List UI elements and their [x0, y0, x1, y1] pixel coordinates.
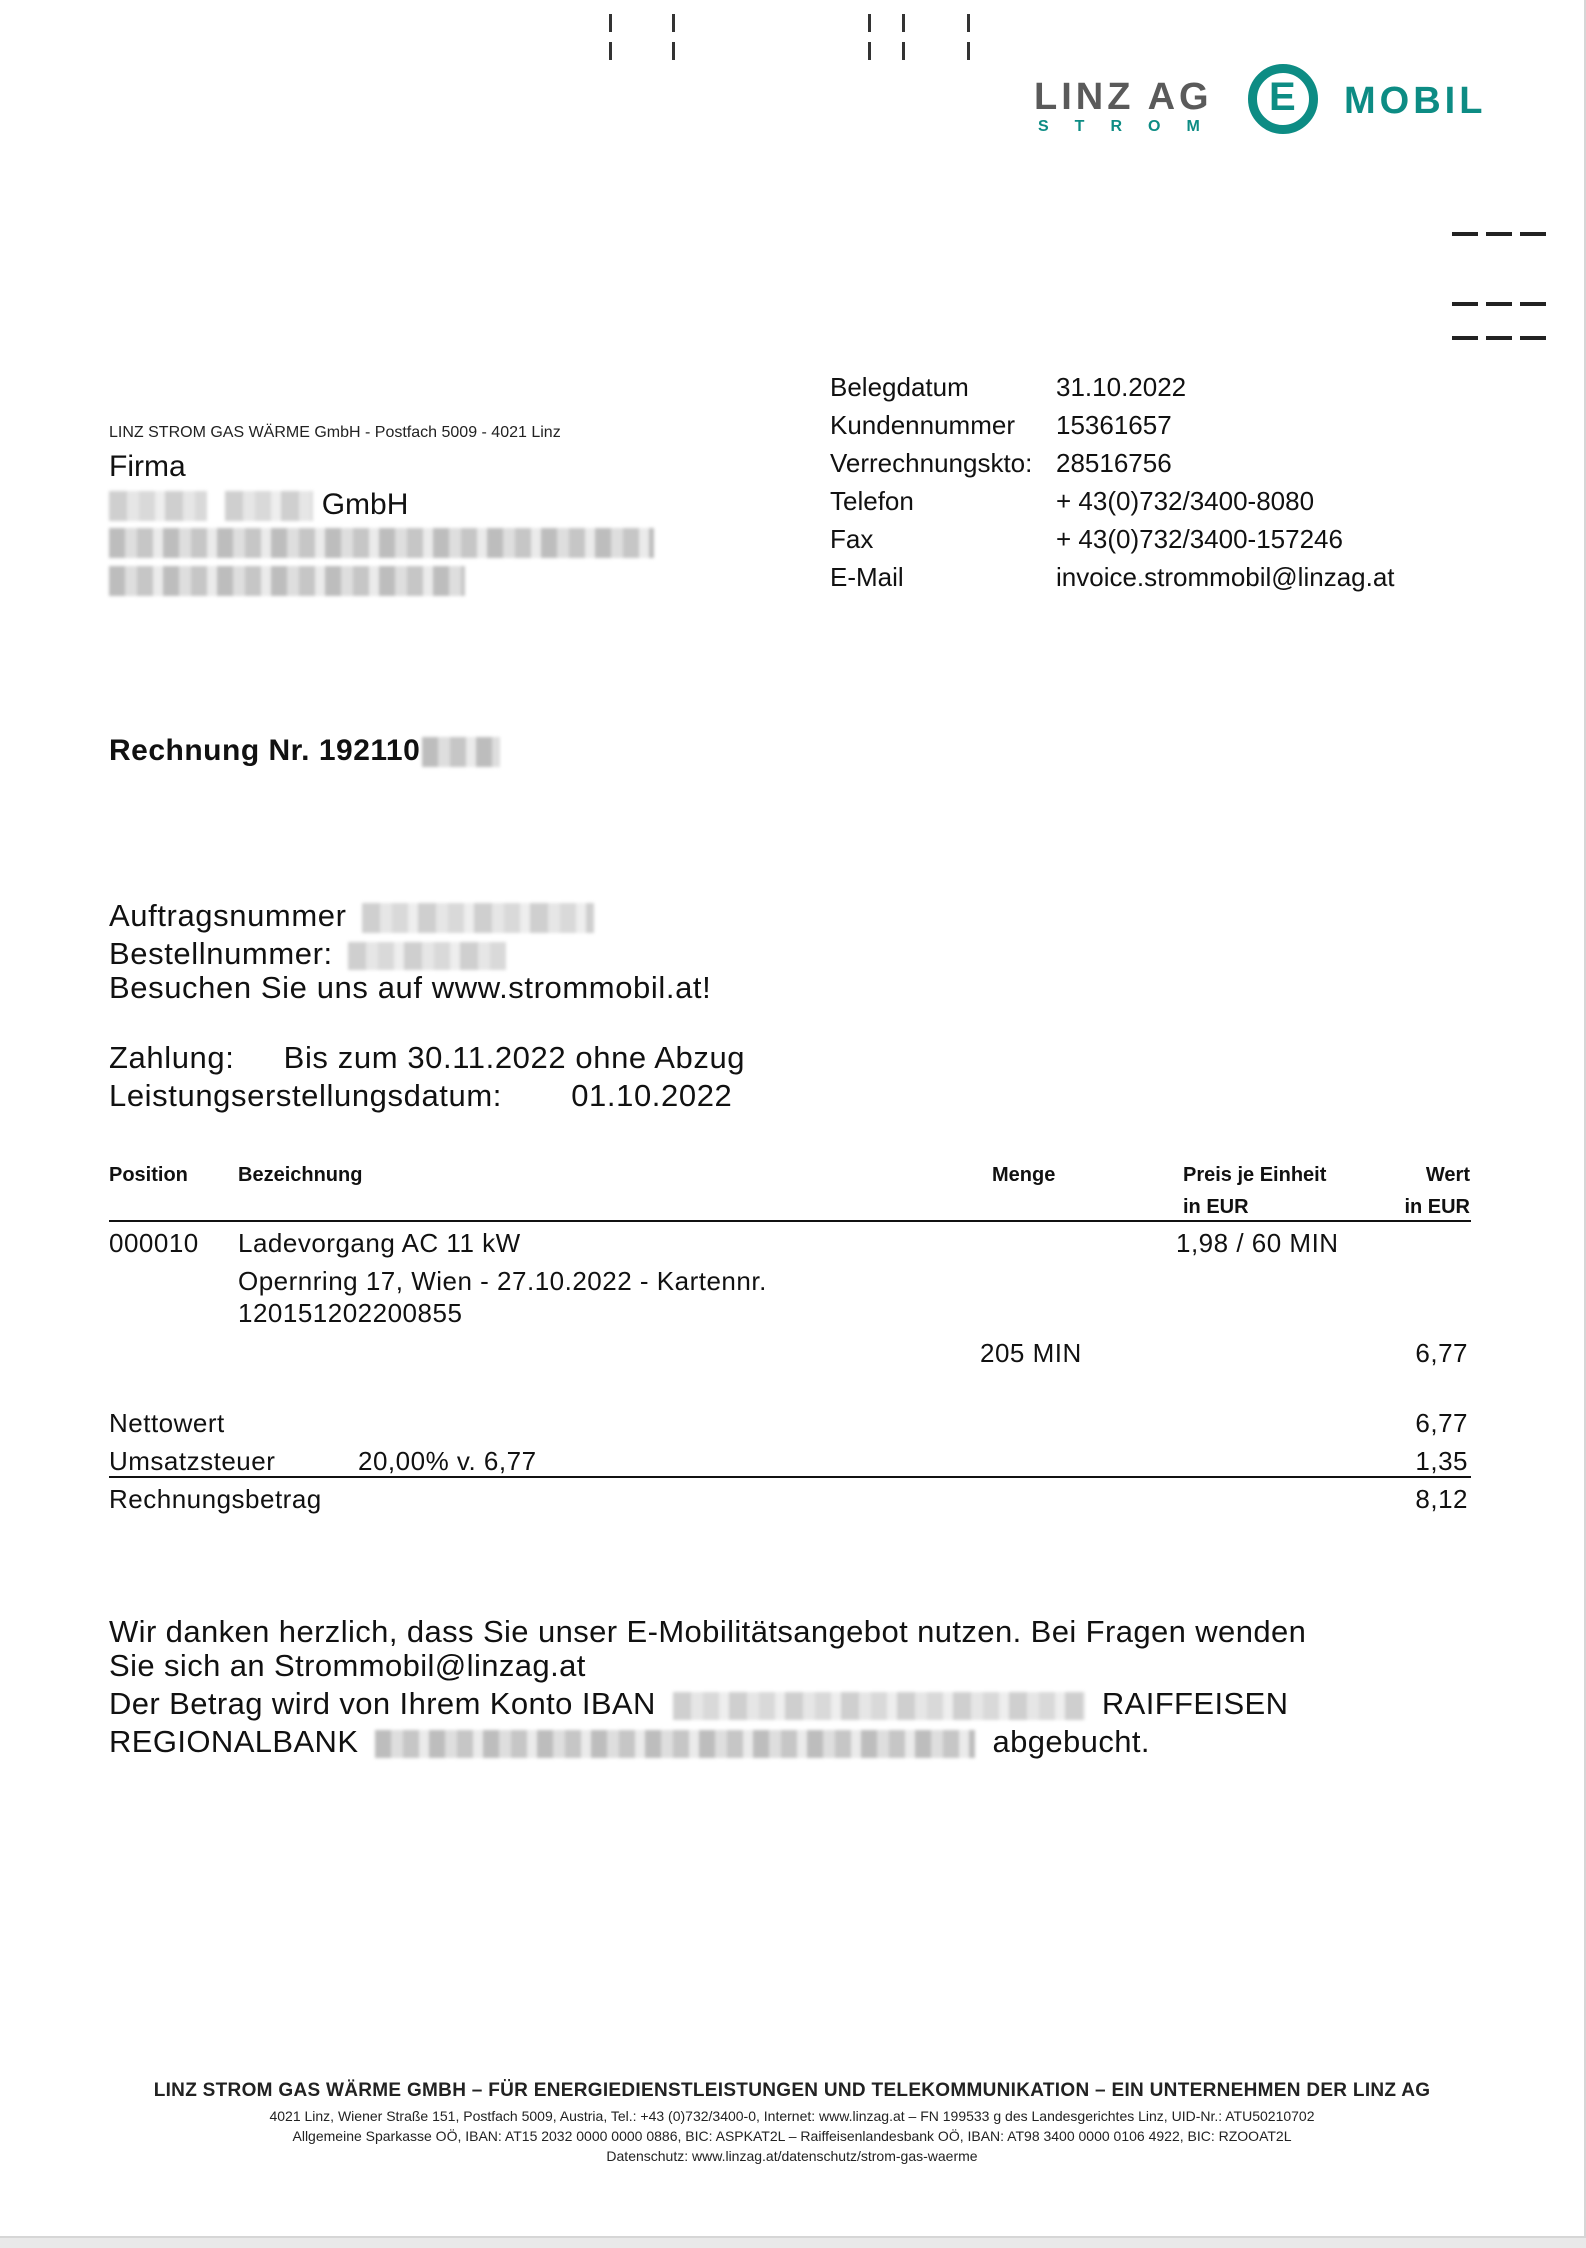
leistung-label: Leistungserstellungsdatum: — [109, 1078, 502, 1113]
bestellnummer-label: Bestellnummer: — [109, 936, 333, 971]
col-wert-unit: in EUR — [1404, 1196, 1470, 1218]
redacted-text — [362, 903, 594, 933]
visit-line: Besuchen Sie uns auf www.strommobil.at! — [109, 970, 712, 1005]
sender-line: LINZ STROM GAS WÄRME GmbH - Postfach 5009 - 4021 Linz — [109, 424, 561, 441]
brutto-label: Rechnungsbetrag — [109, 1484, 322, 1514]
invoice-info-block — [830, 372, 1470, 602]
thanks-line-1: Wir danken herzlich, dass Sie unser E-Mobilitätsangebot nutzen. Bei Fragen wenden — [109, 1614, 1307, 1649]
belegdatum-label: Belegdatum — [830, 372, 969, 402]
scan-mark — [967, 14, 970, 32]
telefon-label: Telefon — [830, 486, 914, 516]
fold-mark — [1452, 232, 1546, 236]
col-bezeichnung-header: Bezeichnung — [238, 1164, 363, 1186]
brutto-value: 8,12 — [1415, 1484, 1468, 1514]
fold-mark — [1452, 302, 1546, 306]
bestellnummer-line — [109, 936, 506, 972]
leistung-value: 01.10.2022 — [571, 1078, 733, 1113]
row-preis: 1,98 / 60 MIN — [1176, 1228, 1339, 1258]
kundennummer-value: 15361657 — [1056, 410, 1172, 440]
zahlung-value: Bis zum 30.11.2022 ohne Abzug — [283, 1040, 746, 1075]
fax-value: + 43(0)732/3400-157246 — [1056, 524, 1343, 554]
scan-mark — [609, 42, 612, 60]
ust-label: Umsatzsteuer — [109, 1446, 276, 1476]
netto-label: Nettowert — [109, 1408, 225, 1438]
auftragsnummer-label: Auftragsnummer — [109, 898, 347, 933]
fax-label: Fax — [830, 524, 874, 554]
linz-ag-strom-mobil-logo — [1034, 58, 1509, 148]
col-position-header: Position — [109, 1164, 188, 1186]
thanks-line-2: Sie sich an Strommobil@linzag.at — [109, 1648, 586, 1683]
redacted-iban — [673, 1692, 1085, 1720]
recipient-line-2 — [109, 488, 408, 522]
col-wert-header: Wert — [1425, 1164, 1470, 1186]
redacted-bank-name — [375, 1730, 975, 1758]
netto-value: 6,77 — [1415, 1408, 1468, 1438]
scan-mark — [868, 14, 871, 32]
footer-privacy-line[interactable]: Datenschutz: www.linzag.at/datenschutz/strom-gas-waerme — [606, 2148, 978, 2164]
redacted-street — [109, 528, 654, 558]
auftragsnummer-line — [109, 898, 594, 934]
debit-line-2-end: abgebucht. — [992, 1724, 1150, 1759]
debit-line-2 — [109, 1724, 1150, 1760]
col-preis-unit: in EUR — [1183, 1196, 1249, 1218]
redacted-city — [109, 566, 465, 596]
table-header-rule — [109, 1220, 1471, 1222]
redacted-text — [422, 737, 500, 767]
scan-mark — [609, 14, 612, 32]
footer-address-line: 4021 Linz, Wiener Straße 151, Postfach 5009, Austria, Tel.: +43 (0)732/3400-0, Internet: www.linzag.at – FN 199533 g des Landesgerichtes Linz, UID-Nr.: ATU50210702 — [269, 2108, 1315, 2124]
telefon-value: + 43(0)732/3400-8080 — [1056, 486, 1315, 516]
zahlung-label: Zahlung: — [109, 1040, 235, 1075]
row-menge: 205 MIN — [980, 1338, 1082, 1368]
col-menge-header: Menge — [992, 1164, 1056, 1186]
col-preis-header: Preis je Einheit — [1183, 1164, 1327, 1186]
logo-brand-top: LINZ AG — [1034, 76, 1213, 118]
email-label: E-Mail — [830, 562, 904, 592]
scan-mark — [672, 42, 675, 60]
redacted-text — [348, 942, 506, 970]
kundennummer-label: Kundennummer — [830, 410, 1015, 440]
footer-company-line: LINZ STROM GAS WÄRME GMBH – FÜR ENERGIEDIENSTLEISTUNGEN UND TELEKOMMUNIKATION – EIN UNTERNEHMEN DER LINZ AG — [153, 2080, 1431, 2101]
scan-mark — [672, 14, 675, 32]
redacted-text — [225, 491, 313, 521]
scan-mark — [967, 42, 970, 60]
row-wert: 6,77 — [1415, 1338, 1468, 1368]
scan-mark — [902, 14, 905, 32]
verrechnungskto-value: 28516756 — [1056, 448, 1172, 478]
debit-line-1-start: Der Betrag wird von Ihrem Konto IBAN — [109, 1686, 656, 1721]
scan-mark — [902, 42, 905, 60]
leistung-line — [109, 1078, 732, 1114]
fold-mark — [1452, 336, 1546, 340]
debit-line-1 — [109, 1686, 1288, 1722]
totals-rule — [109, 1476, 1471, 1478]
scan-mark — [868, 42, 871, 60]
row-detail-line-2: 120151202200855 — [238, 1298, 463, 1328]
ust-value: 1,35 — [1415, 1446, 1468, 1476]
zahlung-line — [109, 1040, 745, 1076]
redacted-text — [109, 491, 207, 521]
debit-line-1-end: RAIFFEISEN — [1101, 1686, 1289, 1721]
debit-line-2-start: REGIONALBANK — [109, 1724, 359, 1759]
row-position: 000010 — [109, 1228, 199, 1258]
plug-circle-icon: E — [1248, 64, 1318, 134]
recipient-line-1: Firma — [109, 450, 186, 483]
logo-brand-sub: STROM — [1038, 118, 1226, 135]
email-value[interactable]: invoice.strommobil@linzag.at — [1056, 562, 1395, 592]
row-bezeichnung: Ladevorgang AC 11 kW — [238, 1228, 521, 1258]
logo-brand-right: MOBIL — [1344, 80, 1487, 122]
invoice-title: Rechnung Nr. 192110 — [109, 734, 500, 768]
ust-detail: 20,00% v. 6,77 — [358, 1446, 537, 1476]
row-detail-line-1: Opernring 17, Wien - 27.10.2022 - Kartennr. — [238, 1266, 767, 1296]
verrechnungskto-label: Verrechnungskto: — [830, 448, 1033, 478]
belegdatum-value: 31.10.2022 — [1056, 372, 1187, 402]
footer-bank-line: Allgemeine Sparkasse OÖ, IBAN: AT15 2032 0000 0000 0886, BIC: ASPKAT2L – Raiffeisenlandesbank OÖ, IBAN: AT98 3400 0000 0106 4922, BIC: RZOOAT2L — [292, 2128, 1292, 2144]
recipient-company-suffix: GmbH — [321, 488, 409, 521]
